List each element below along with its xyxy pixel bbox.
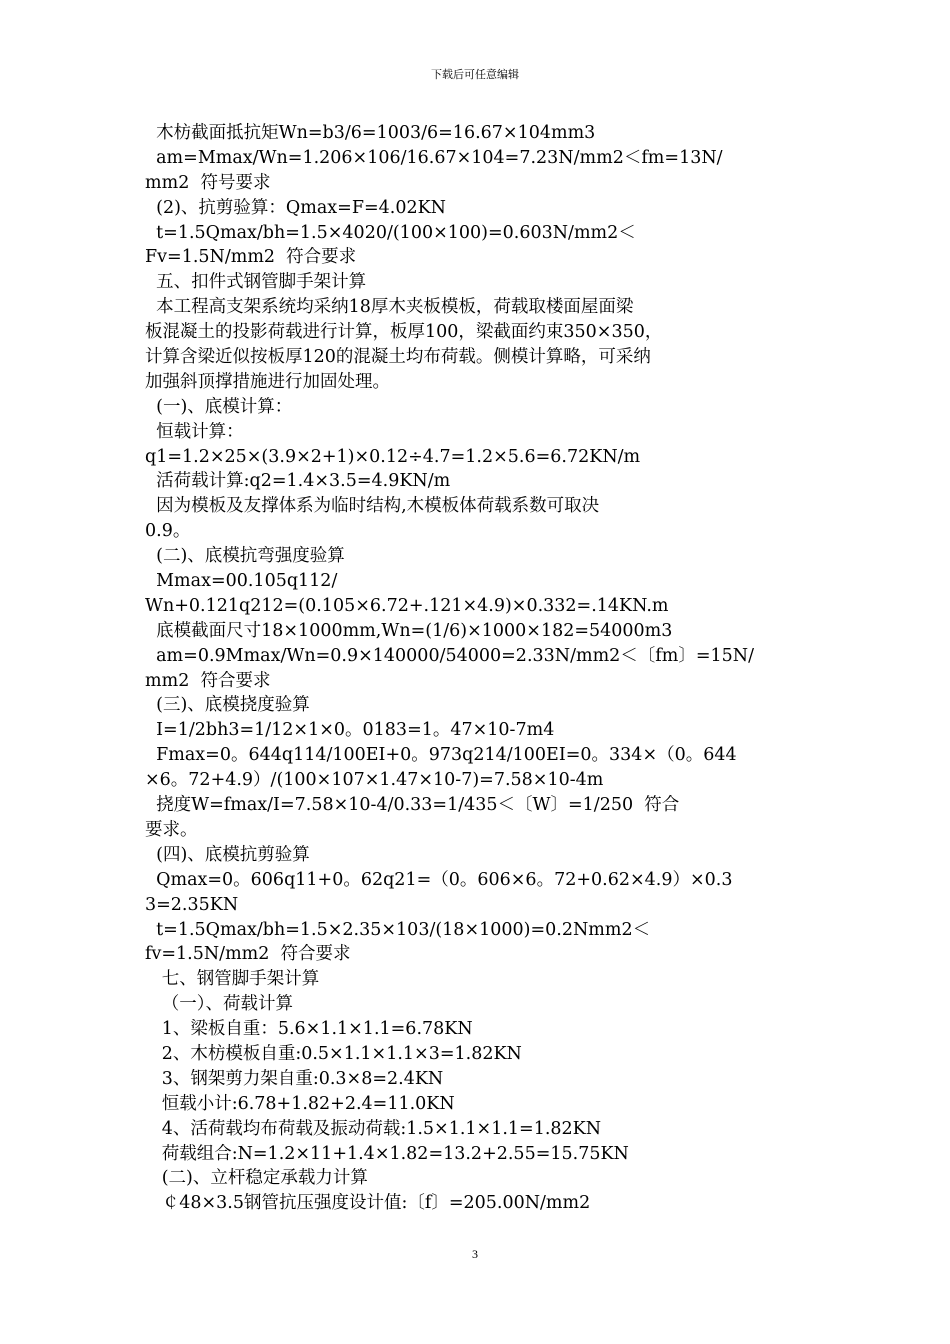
text-line: 3=2.35KN [145,894,239,915]
text-line: 荷载组合:N=1.2×11+1.4×1.82=13.2+2.55=15.75KN [145,1143,629,1164]
text-line: 3、钢架剪力架自重:0.3×8=2.4KN [145,1068,444,1089]
text-line: 计算含梁近似按板厚120的混凝土均布荷载。侧模计算略，可采纳 [145,347,651,368]
text-line: 七、钢管脚手架计算 [145,969,320,990]
text-line: 因为模板及友撑体系为临时结构,木模板体荷载系数可取决 [145,496,600,517]
page-number: 3 [472,1247,478,1261]
text-line: I=1/2bh3=1/12×1×0。0183=1。47×10-7m4 [145,720,555,741]
text-line: 活荷载计算:q2=1.4×3.5=4.9KN/m [145,471,451,492]
text-line: ×6。72+4.9）/(100×107×1.47×10-7)=7.58×10-4m [145,770,604,791]
text-line: t=1.5Qmax/bh=1.5×2.35×103/(18×1000)=0.2Nmm2＜ [145,919,651,940]
text-line: (二)、立杆稳定承载力计算 [145,1168,368,1189]
text-line: ￠48×3.5钢管抗压强度设计值:〔f〕=205.00N/mm2 [145,1193,591,1214]
text-line: 恒载计算： [145,421,244,442]
text-line: mm2 符号要求 [145,172,271,193]
text-line: 本工程高支架系统均采纳18厚木夹板模板，荷载取楼面屋面梁 [145,297,634,318]
text-line: (三)、底模挠度验算 [145,695,310,716]
text-line: mm2 符合要求 [145,670,271,691]
text-line: 木枋截面抵抗矩Wn=b3/6=1003/6=16.67×104mm3 [145,123,596,143]
text-line: fv=1.5N/mm2 符合要求 [145,944,351,965]
text-line: (二)、底模抗弯强度验算 [145,546,345,567]
text-line: (2)、抗剪验算：Qmax=F=4.02KN [145,197,446,218]
text-line: 底模截面尺寸18×1000mm,Wn=(1/6)×1000×182=54000m3 [145,620,673,641]
text-line: 1、梁板自重：5.6×1.1×1.1=6.78KN [145,1019,473,1040]
text-line: am=Mmax/Wn=1.206×106/16.67×104=7.23N/mm2＜fm=13N/ [145,147,723,168]
text-line: q1=1.2×25×(3.9×2+1)×0.12÷4.7=1.2×5.6=6.72KN/m [145,446,641,467]
document-body [145,121,815,1216]
text-line: Fv=1.5N/mm2 符合要求 [145,247,357,268]
text-line: 板混凝土的投影荷载进行计算，板厚100，梁截面约束350×350， [145,322,663,343]
text-line: 加强斜顶撑措施进行加固处理。 [145,371,390,392]
text-line: （一）、荷载计算 [145,994,293,1015]
text-line: 0.9。 [145,521,191,542]
text-line: 挠度W=fmax/I=7.58×10-4/0.33=1/435＜〔W〕=1/250 符合 [145,795,680,816]
text-line: Wn+0.121q212=(0.105×6.72+.121×4.9)×0.332=.14KN.m [145,595,669,616]
text-line: (四)、底模抗剪验算 [145,844,310,865]
text-line: Fmax=0。644q114/100EI+0。973q214/100EI=0。334×（0。644 [145,745,737,766]
text-line: 2、木枋模板自重:0.5×1.1×1.1×3=1.82KN [145,1043,522,1064]
text-line: t=1.5Qmax/bh=1.5×4020/(100×100)=0.603N/mm2＜ [145,222,636,243]
text-line: 恒载小计:6.78+1.82+2.4=11.0KN [145,1093,455,1114]
text-line: am=0.9Mmax/Wn=0.9×140000/54000=2.33N/mm2＜〔fm〕=15N/ [145,645,755,666]
text-line: Qmax=0。606q11+0。62q21=（0。606×6。72+0.62×4.9）×0.3 [145,869,733,890]
text-line: 五、扣件式钢管脚手架计算 [145,272,367,293]
text-line: 要求。 [145,819,198,840]
text-line: (一)、底模计算： [145,396,293,417]
text-line: Mmax=00.105q112/ [145,571,338,592]
page-header: 下载后可任意编辑 [431,68,519,81]
text-line: 4、活荷载均布荷载及振动荷载:1.5×1.1×1.1=1.82KN [145,1118,602,1139]
